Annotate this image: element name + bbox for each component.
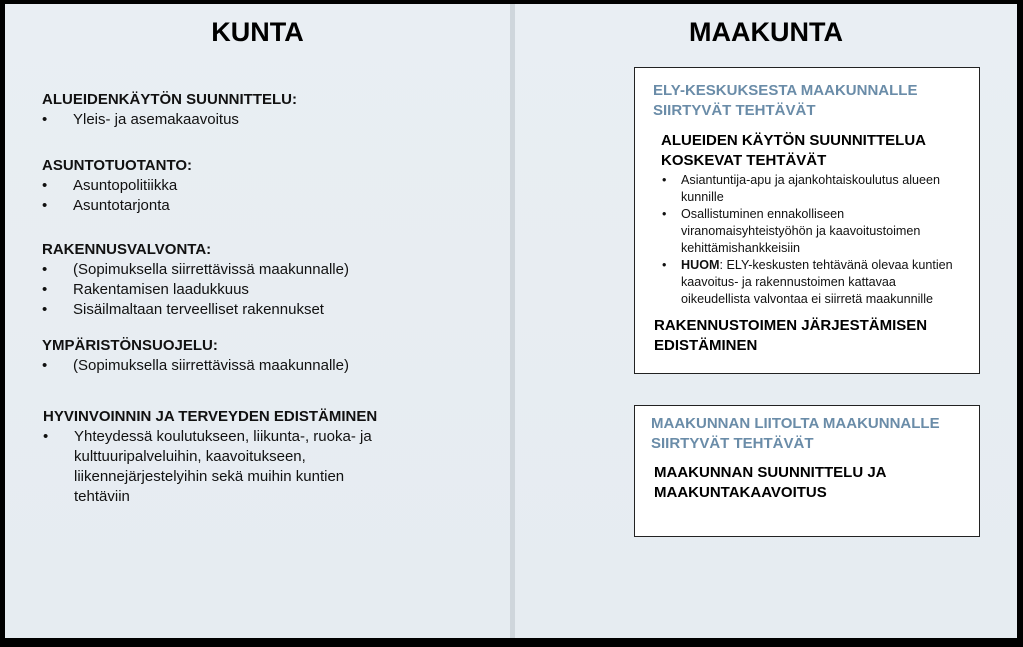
bullet-icon: • bbox=[42, 177, 48, 194]
list-item-text: Asiantuntija-apu ja ajankohtaiskoulutus alueen kunnille bbox=[681, 173, 941, 204]
bullet-icon: • bbox=[42, 111, 48, 128]
bullet-icon: • bbox=[42, 357, 48, 374]
bullet-icon: • bbox=[42, 261, 48, 278]
list-item bbox=[42, 196, 482, 216]
section-heading: YMPÄRISTÖNSUOJELU: bbox=[42, 337, 218, 354]
bullet-icon: • bbox=[662, 173, 667, 187]
section-ymparistonsuojelu bbox=[42, 336, 482, 376]
list-item bbox=[42, 110, 482, 130]
list-item-text: Yhteydessä koulutukseen, liikunta-, ruoka- ja kulttuuripalveluihin, kaavoitukseen, liikennejärjestelyihin sekä muihin kuntien tehtäviin bbox=[74, 428, 372, 505]
list-item bbox=[662, 206, 967, 257]
ely-box bbox=[634, 67, 980, 374]
list-item-text: Sisäilmaltaan terveelliset rakennukset bbox=[73, 301, 324, 318]
section-alueidenkaytto bbox=[42, 90, 482, 130]
list-item bbox=[42, 260, 482, 280]
section-heading: RAKENNUSVALVONTA: bbox=[42, 241, 212, 258]
section-heading: ASUNTOTUOTANTO: bbox=[42, 157, 192, 174]
bullet-icon: • bbox=[662, 207, 667, 221]
list-item bbox=[43, 427, 388, 507]
ely-box-subheading: ALUEIDEN KÄYTÖN SUUNNITTELUA KOSKEVAT TEHTÄVÄT bbox=[661, 132, 926, 169]
section-list bbox=[42, 356, 482, 376]
list-item-text: Rakentamisen laadukkuus bbox=[73, 281, 249, 298]
list-item bbox=[42, 300, 482, 320]
liitto-box bbox=[634, 405, 980, 537]
section-heading: HYVINVOINNIN JA TERVEYDEN EDISTÄMINEN bbox=[43, 408, 378, 425]
list-item bbox=[662, 257, 967, 308]
huom-label: HUOM bbox=[681, 258, 720, 272]
section-list bbox=[42, 110, 482, 130]
bullet-icon: • bbox=[42, 281, 48, 298]
section-list bbox=[43, 427, 388, 507]
ely-box-heading: ELY-KESKUKSESTA MAAKUNNALLE SIIRTYVÄT TEHTÄVÄT bbox=[653, 82, 918, 119]
list-item bbox=[42, 356, 482, 376]
list-item bbox=[42, 176, 482, 196]
section-hyvinvointi bbox=[43, 407, 388, 507]
bullet-icon: • bbox=[43, 428, 49, 445]
list-item-text: Asuntopolitiikka bbox=[73, 177, 178, 194]
list-item bbox=[42, 280, 482, 300]
list-item bbox=[662, 172, 967, 206]
ely-box-list bbox=[662, 172, 967, 308]
maakunta-title: MAAKUNTA bbox=[689, 17, 843, 47]
list-item-text: (Sopimuksella siirrettävissä maakunnalle) bbox=[73, 261, 349, 278]
bullet-icon: • bbox=[42, 301, 48, 318]
section-heading: ALUEIDENKÄYTÖN SUUNNITTELU: bbox=[42, 91, 297, 108]
list-item-text: Yleis- ja asemakaavoitus bbox=[73, 111, 239, 128]
ely-box-footer: RAKENNUSTOIMEN JÄRJESTÄMISEN EDISTÄMINEN bbox=[654, 317, 928, 354]
section-asuntotuotanto bbox=[42, 156, 482, 216]
section-list bbox=[42, 260, 482, 320]
section-list bbox=[42, 176, 482, 216]
liitto-box-subheading: MAAKUNNAN SUUNNITTELU JA MAAKUNTAKAAVOITUS bbox=[654, 464, 886, 501]
list-item-text: Asuntotarjonta bbox=[73, 197, 170, 214]
huom-text: : ELY-keskusten tehtävänä olevaa kuntien kaavoitus- ja rakennustoimen kattavaa oikeudellista valvontaa ei siirretä maakunnille bbox=[681, 258, 953, 306]
bullet-icon: • bbox=[662, 258, 667, 272]
list-item-text: (Sopimuksella siirrettävissä maakunnalle) bbox=[73, 357, 349, 374]
section-rakennusvalvonta bbox=[42, 240, 482, 320]
bullet-icon: • bbox=[42, 197, 48, 214]
liitto-box-heading: MAAKUNNAN LIITOLTA MAAKUNNALLE SIIRTYVÄT TEHTÄVÄT bbox=[651, 415, 940, 452]
list-item-text: Osallistuminen ennakolliseen viranomaisyhteistyöhön ja kaavoitustoimen kehittämishankkeisiin bbox=[681, 207, 921, 255]
kunta-title: KUNTA bbox=[211, 17, 304, 47]
